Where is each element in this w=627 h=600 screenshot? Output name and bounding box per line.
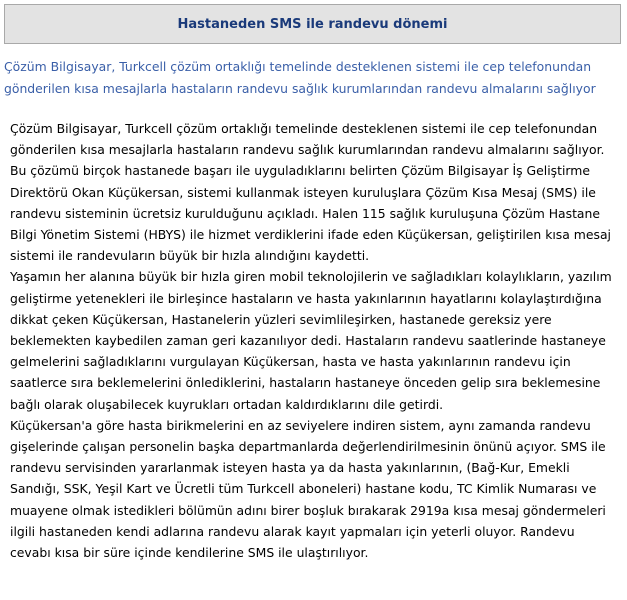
article-title: Hastaneden SMS ile randevu dönemi — [177, 16, 448, 32]
article-summary: Çözüm Bilgisayar, Turkcell çözüm ortaklığı temelinde desteklenen sistemi ile cep telefonundan gönderilen kısa mesajlarla hastaların randevu sağlık kurumlarından randevu almalarını sağlıyor — [4, 59, 596, 96]
article-title-box — [4, 4, 621, 44]
body-paragraph-3: Küçükersan'a göre hasta birikmelerini en az seviyelere indiren sistem, aynı zamanda randevu gişelerinde çalışan personelin başka departmanlarda değerlendirilmesinin önünü açıyor. SMS ile randevu servisinden yararlanmak isteyen hasta ya da hasta yakınlarının, (Bağ-Kur, Emekli Sandığı, SSK, Yeşil Kart ve Ücretli tüm Turkcell aboneleri) hastane kodu, TC Kimlik Numarası ve muayene olmak istedikleri bölümün adını birer boşluk bırakarak 2919a kısa mesaj göndermeleri ilgili hastaneden kendi adlarına randevu alarak kayıt yapmaları için yeterli oluyor. Randevu cevabı kısa bir süre içinde kendilerine SMS ile ulaştırılıyor. — [10, 417, 606, 561]
body-paragraph-1: Çözüm Bilgisayar, Turkcell çözüm ortaklığı temelinde desteklenen sistemi ile cep telefonundan gönderilen kısa mesajlarla hastaların randevu sağlık kurumlarından randevu almalarını sağlıyor. Bu çözümü birçok hastanede başarı ile uyguladıklarını belirten Çözüm Bilgisayar İş Geliştirme Direktörü Okan Küçükersan, sistemi kullanmak isteyen kuruluşlara Çözüm Kısa Mesaj (SMS) ile randevu sisteminin ücretsiz kurulduğunu açıkladı. Halen 115 sağlık kuruluşuna Çözüm Hastane Bilgi Yönetim Sistemi (HBYS) ile hizmet verdiklerini ifade eden Küçükersan, geliştirilen kısa mesaj sistemi ile randevuların büyük bir hızla alındığını kaydetti. — [10, 121, 611, 264]
article-body — [10, 118, 615, 563]
body-paragraph-2: Yaşamın her alanına büyük bir hızla giren mobil teknolojilerin ve sağladıkları kolaylıkların, yazılım geliştirme yetenekleri ile birleşince hastaların ve hasta yakınlarının hayatlarını kolaylaştırdığına dikkat çeken Küçükersan, Hastanelerin yüzleri sevimlileşirken, hastanede gereksiz yere beklemekten kaybedilen zaman geri kazanılıyor dedi. Hastaların randevu saatlerinde hastaneye gelmelerini sağladıklarını vurgulayan Küçükersan, hasta ve hasta yakınlarının randevu için saatlerce sıra beklemelerini önlediklerini, hastaların hastaneye önceden gelip sıra beklemesine bağlı olarak oluşabilecek kuyrukları ortadan kaldırdıklarını dile getirdi. — [10, 269, 612, 412]
